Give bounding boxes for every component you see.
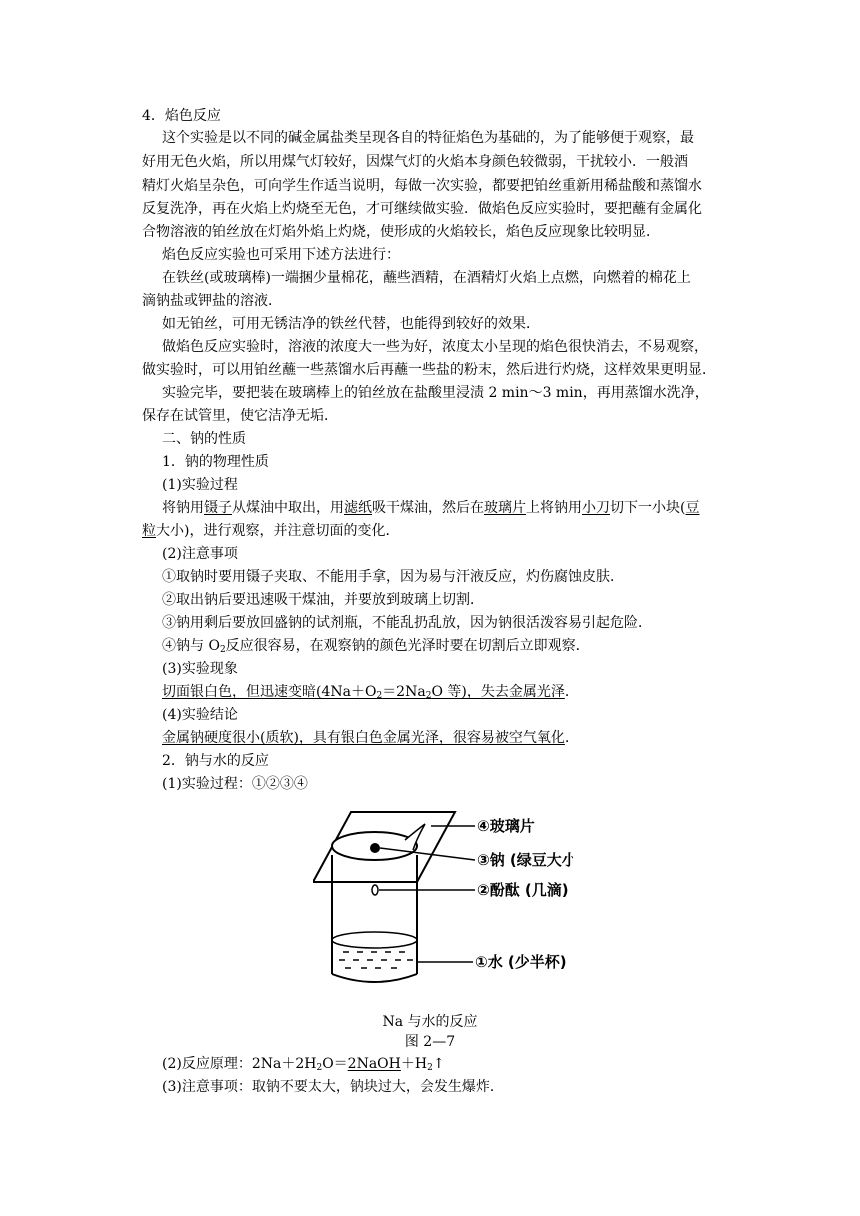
paragraph-line: 在铁丝(或玻璃棒)一端捆少量棉花，蘸些酒精，在酒精灯火焰上点燃，向燃着的棉花上 <box>162 270 691 286</box>
paragraph-line: 保存在试管里，使它洁净无垢． <box>142 408 338 424</box>
subsection-heading: 1．钠的物理性质 <box>162 454 269 470</box>
underlined-term: 小刀 <box>582 500 610 516</box>
note-item: ①取钠时要用镊子夹取、不能用手拿，因为易与汗液反应，灼伤腐蚀皮肤． <box>162 569 624 585</box>
subsection-heading: 2．钠与水的反应 <box>162 753 269 769</box>
phenolphthalein-drop <box>372 885 378 895</box>
underlined-term: 玻璃片 <box>484 500 526 516</box>
figure-number: 图 2—7 <box>404 1034 456 1050</box>
beaker-diagram <box>313 800 573 996</box>
paragraph-line <box>142 521 399 541</box>
label-phenolphthalein: ②酚酞 (几滴) <box>477 881 569 899</box>
paragraph-line: 如无铂丝，可用无锈洁净的铁丝代替，也能得到较好的效果． <box>162 316 540 332</box>
note-item: ②取出钠后要迅速吸干煤油，并要放到玻璃上切割． <box>162 592 484 608</box>
underlined-answer: 金属钠硬度很小(质软)，具有银白色金属光泽，很容易被空气氧化 <box>162 730 565 746</box>
paragraph-line: 好用无色火焰，所以用煤气灯较好，因煤气灯的火焰本身颜色较微弱，干扰较小．一般酒 <box>142 154 688 170</box>
step-label: (3)实验现象 <box>162 661 238 677</box>
text-run: 上将钠用 <box>526 500 582 516</box>
section-heading: 二、钠的性质 <box>162 431 246 447</box>
note-item: ③钠用剩后要放回盛钠的试剂瓶，不能乱扔乱放，因为钠很活泼容易引起危险． <box>162 615 652 631</box>
underlined-term: 2NaOH <box>347 1056 401 1072</box>
water-dashes <box>339 952 413 968</box>
text-run: 切面银白色，但迅速变暗(4Na＋O <box>162 684 377 700</box>
paragraph-line: 这个实验是以不同的碱金属盐类呈现各自的特征焰色为基础的，为了能够便于观察，最 <box>162 130 694 146</box>
underlined-answer <box>162 684 565 700</box>
beaker-bottom <box>332 974 417 982</box>
subscript: 2 <box>427 1063 433 1073</box>
paragraph-line: 实验完毕，要把装在玻璃棒上的铂丝放在盐酸里浸渍 2 min～3 min，再用蒸馏水洗净， <box>162 385 709 401</box>
figure-na-water-reaction <box>313 800 573 996</box>
text-run: 反应很容易，在观察钠的颜色光泽时要在切割后立即观察． <box>225 638 590 654</box>
paragraph-line: 滴钠盐或钾盐的溶液． <box>142 293 282 309</box>
step-label: (1)实验过程：①②③④ <box>162 776 308 792</box>
reaction-principle <box>162 1054 445 1074</box>
text-run: O 等)，失去金属光泽 <box>431 684 565 700</box>
reaction-caution: (3)注意事项：取钠不要太大，钠块过大，会发生爆炸． <box>162 1079 504 1095</box>
text-run: 切下一小块( <box>610 500 686 516</box>
subscript: 2 <box>316 1063 323 1073</box>
subscript: 2 <box>376 691 383 701</box>
note-item <box>162 636 590 656</box>
paragraph-line: 做焰色反应实验时，溶液的浓度大一些为好，浓度太小呈现的焰色很快消去，不易观察， <box>162 339 708 355</box>
text-run: 将钠用 <box>162 500 204 516</box>
sodium-dot <box>370 843 380 853</box>
text-run: ＝2Na <box>382 684 426 700</box>
text-run: ④钠与 O <box>162 638 220 654</box>
paragraph-line <box>162 498 699 518</box>
label-water: ①水 (少半杯) <box>475 953 567 971</box>
label-sodium: ③钠 (绿豆大小) <box>477 851 573 869</box>
text-run: 从煤油中取出，用 <box>232 500 344 516</box>
underlined-term: 镊子 <box>204 500 232 516</box>
subscript: 2 <box>425 691 432 701</box>
text-run: ． <box>564 730 579 746</box>
section-heading: 4．焰色反应 <box>142 108 221 124</box>
step-label: (1)实验过程 <box>162 477 238 493</box>
step-label: (2)注意事项 <box>162 546 238 562</box>
text-run: ＋H <box>400 1056 428 1072</box>
phenomenon-line <box>162 682 579 702</box>
paragraph-line: 合物溶液的铂丝放在灯焰外焰上灼烧，使形成的火焰较长，焰色反应现象比较明显． <box>142 224 660 240</box>
conclusion-line <box>162 728 579 748</box>
step-label: (4)实验结论 <box>162 707 238 723</box>
underlined-term: 滤纸 <box>344 500 372 516</box>
underlined-term: 豆 <box>685 500 700 516</box>
paragraph-line: 做实验时，可以用铂丝蘸一些蒸馏水后再蘸一些盐的粉末，然后进行灼烧，这样效果更明显． <box>142 362 716 378</box>
text-run: ↑ <box>432 1056 445 1072</box>
underlined-term: 粒 <box>142 523 156 539</box>
text-run: (2)反应原理：2Na＋2H <box>162 1056 317 1072</box>
label-glass: ④玻璃片 <box>477 817 535 835</box>
text-run: 大小)，进行观察，并注意切面的变化． <box>156 523 400 539</box>
text-run: ． <box>564 684 579 700</box>
text-run: 吸干煤油，然后在 <box>372 500 484 516</box>
subscript: 2 <box>219 645 226 655</box>
paragraph-line: 精灯火焰呈杂色，可向学生作适当说明，每做一次实验，都要把铂丝重新用稀盐酸和蒸馏水 <box>142 178 702 194</box>
paragraph-line: 反复洗净，再在火焰上灼烧至无色，才可继续做实验．做焰色反应实验时，要把蘸有金属化 <box>142 201 702 217</box>
paragraph-line: 焰色反应实验也可采用下述方法进行： <box>162 247 400 263</box>
water-surface <box>332 932 417 948</box>
text-run: O＝ <box>322 1056 348 1072</box>
figure-caption: Na 与水的反应 <box>382 1014 478 1030</box>
